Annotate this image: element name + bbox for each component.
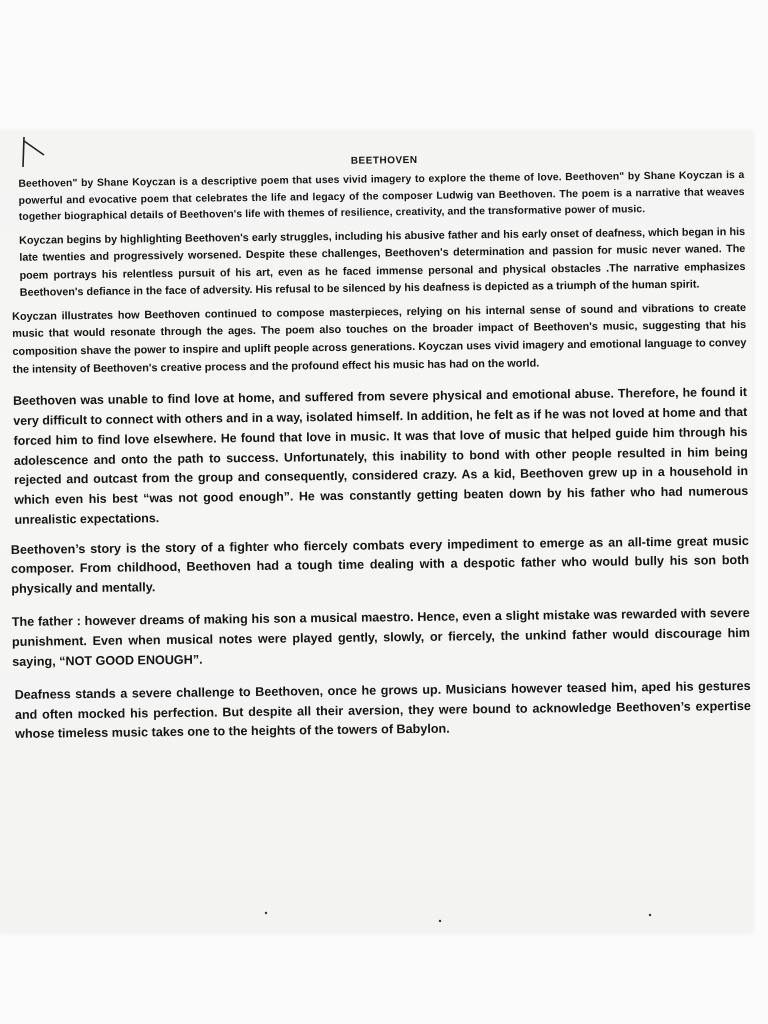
- paragraph-3: Koyczan illustrates how Beethoven continued to compose masterpieces, relying on his internal sense of sound and vibrations to create music that would resonate through the ages. The poem also touches on the broader impact of Beethoven's music, suggesting that his composition shave the power to inspire and uplift people across generations. Koyczan uses vivid imagery and emotional language to convey the intensity of Beethoven's creative process and the profound effect his music has had on the world.: [11, 301, 747, 377]
- paragraph-5: Beethoven’s story is the story of a fighter who fiercely combats every impediment to emerge as an all-time great music composer. From childhood, Beethoven had a tough time dealing with a despotic father who would bully his son both physically and mentally.: [10, 533, 750, 596]
- paragraph-1: Beethoven" by Shane Koyczan is a descriptive poem that uses vivid imagery to explore the theme of love. Beethoven" by Shane Koyczan is a powerful and evocative poem that celebrates the life and legacy of the composer Ludwig van Beethoven. The poem is a narrative that weaves together biographical details of Beethoven's life with themes of resilience, creativity, and the transformative power of music.: [18, 169, 745, 223]
- paragraph-6: The father : however dreams of making his son a musical maestro. Hence, even a slight mistake was rewarded with severe punishment. Even when musical notes were played gently, slowly, or fiercely, the unkind father would discourage him saying, “NOT GOOD ENOUGH”.: [11, 606, 751, 669]
- document-title: BEETHOVEN: [350, 154, 418, 167]
- paragraph-2: Koyczan begins by highlighting Beethoven's early struggles, including his abusive father and his early onset of deafness, which began in his late twenties and progressively worsened. Despite these challenges, Beethoven's determination and passion for music never waned. The poem portrays his relentless pursuit of his art, even as he faced immense personal and physical obstacles .The narrative emphasizes Beethoven's defiance in the face of adversity. His refusal to be silenced by his deafness is depicted as a triumph of the human spirit.: [19, 225, 746, 299]
- paragraph-4: Beethoven was unable to find love at home, and suffered from severe physical and emotional abuse. Therefore, he found it very difficult to connect with others and in a way, isolated himself. In addition, he felt as if he was not loved at home and that forced him to find love elsewhere. He found that love in music. It was that love of music that helped guide him through his adolescence and onto the path to success. Unfortunately, this inability to bond with other people resulted in him being rejected and outcast from the group and consequently, considered crazy. As a kid, Beethoven grew up in a household in which even his best “was not good enough”. He was constantly getting beaten down by his father who had numerous unrealistic expectations.: [12, 385, 749, 527]
- paragraph-7: Deafness stands a severe challenge to Beethoven, once he grows up. Musicians however teased him, aped his gestures and often mocked his perfection. But despite all their aversion, they were bound to acknowledge Beethoven’s expertise whose timeless music takes one to the heights of the towers of Babylon.: [14, 679, 751, 742]
